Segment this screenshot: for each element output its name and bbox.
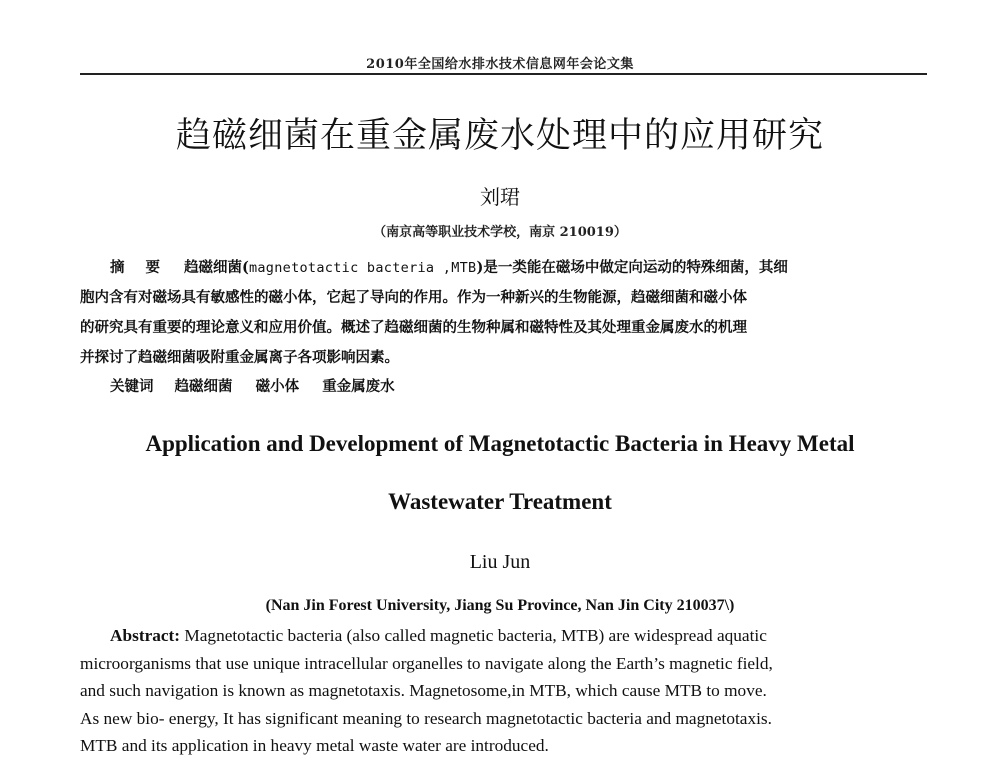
chinese-abstract-line: 并探讨了趋磁细菌吸附重金属离子各项影响因素。 [80,349,399,366]
chinese-title: 趋磁细菌在重金属废水处理中的应用研究 [175,116,824,156]
collection-header: 2010年全国给水排水技术信息网年会论文集 [366,57,634,72]
abstract-text: )是一类能在磁场中做定向运动的特殊细菌，其细 [476,259,788,276]
chinese-keywords [110,375,413,396]
keyword: 磁小体 [255,378,300,395]
chinese-abstract-label: 摘 要 [110,260,169,276]
english-affiliation: (Nan Jin Forest University, Jiang Su Province, Nan Jin City 210037\) [265,597,735,614]
english-abstract-line: As new bio- energy, It has significant meaning to research magnetotactic bacteria and magnetotaxis. [80,708,772,728]
english-title-line-1: Application and Development of Magnetotactic Bacteria in Heavy Metal [145,431,855,456]
chinese-affiliation: （南京高等职业技术学校，南京 210019） [373,225,627,240]
abstract-text: 趋磁细菌( [184,259,249,276]
english-title-line-2: Wastewater Treatment [388,489,612,514]
header-rule [80,73,927,75]
keyword: 重金属废水 [322,378,395,395]
english-abstract-line: MTB and its application in heavy metal waste water are introduced. [80,736,549,755]
chinese-author: 刘珺 [480,185,520,209]
abstract-text: Magnetotactic bacteria (also called magnetic bacteria, MTB) are widespread aquatic [184,626,767,645]
english-abstract-line: and such navigation is known as magnetotaxis. Magnetosome,in MTB, which cause MTB to move. [80,681,767,700]
abstract-latin-text: magnetotactic bacteria ,MTB [248,260,477,276]
english-abstract [80,622,925,760]
english-author: Liu Jun [469,551,531,573]
keyword: 趋磁细菌 [174,378,233,395]
chinese-abstract [80,253,925,373]
keywords-label: 关键词 [110,379,154,395]
chinese-abstract-line: 的研究具有重要的理论意义和应用价值。概述了趋磁细菌的生物种属和磁特性及其处理重金属废水的机理 [80,319,747,336]
english-abstract-line [80,622,925,650]
english-abstract-label: Abstract: [110,626,181,645]
english-abstract-line: microorganisms that use unique intracellular organelles to navigate along the Earth’s magnetic field, [80,653,773,673]
chinese-abstract-line: 胞内含有对磁场具有敏感性的磁小体，它起了导向的作用。作为一种新兴的生物能源，趋磁细菌和磁小体 [80,289,747,306]
chinese-abstract-line [80,253,925,283]
